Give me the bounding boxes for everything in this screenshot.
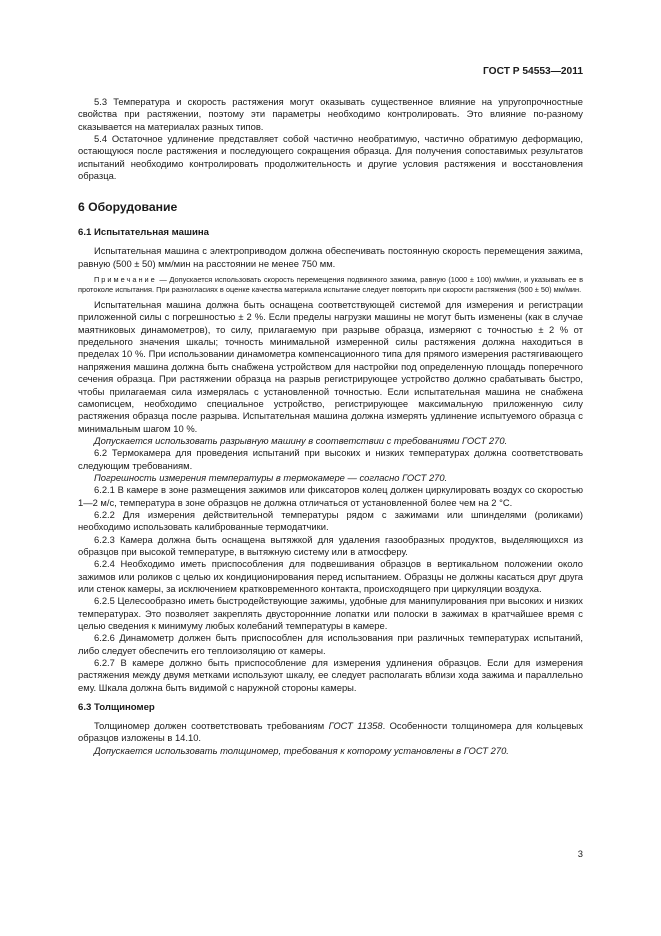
document-id-header: ГОСТ Р 54553—2011 (483, 66, 583, 77)
paragraph-6-3-2: Допускается использовать толщиномер, требования к которому установлены в ГОСТ 270. (94, 744, 509, 756)
page-number: 3 (577, 848, 583, 859)
paragraph-5-4: 5.4 Остаточное удлинение представляет собой частично необратимую, частично обратимую деформацию, остающуюся после растяжения и последующего сокращения образца. Для получения сопоставимых результатов испытаний необходимо контролировать продолжительность и другие условия растяжения и восстановления образца. (78, 133, 583, 182)
paragraph-5-3: 5.3 Температура и скорость растяжения могут оказывать существенное влияние на упругопрочностные свойства при растяжении, поэтому эти параметры необходимо контролировать. Это влияние по-разному сказывается на материалах разных типов. (78, 96, 583, 132)
paragraph-6-2-3: 6.2.3 Камера должна быть оснащена вытяжкой для удаления газообразных продуктов, выделяющихся из образцов при высокой температуре, в вытяжную систему или в атмосферу. (78, 533, 583, 557)
paragraph-6-2: 6.2 Термокамера для проведения испытаний при высоких и низких температурах должна соответствовать следующим требованиям. (78, 447, 583, 471)
subsection-6-3-heading: 6.3 Толщиномер (78, 702, 155, 714)
note-text: — Допускается использовать скорость перемещения подвижного зажима, равную (1000 ± 100) мм/мин, и указывать ее в протоколе испытания. При разногласиях в оценке качества материала испытание следует повторить при скорости растяжения (500 ± 50) мм/мин. (78, 275, 583, 295)
paragraph-6-2-5: 6.2.5 Целесообразно иметь быстродействующие зажимы, удобные для манипулирования при высоких и низких температурах. Это позволяет закреплять двустороннние лопатки или полоски в зажимах в кратчайшее время с целью сведения к минимуму любых колебаний температуры в камере. (78, 595, 583, 632)
paragraph-6-2-7: 6.2.7 В камере должно быть приспособление для измерения удлинения образцов. Если для измерения растяжения между двумя метками используют шкалу, ее следует располагать вблизи хода зажима и параллельно ему. Шкала должна быть видимой с наружной стороны камеры. (78, 657, 583, 693)
paragraph-6-1-allowed: Допускается использовать разрывную машину в соответствии с требованиями ГОСТ 270. (94, 434, 508, 446)
gost-11358-reference: ГОСТ 11358 (328, 720, 383, 732)
paragraph-6-2-2: 6.2.2 Для измерения действительной температуры рядом с зажимами или шпинделями (роликами) необходимо использовать калиброванные термодатчики. (78, 508, 583, 533)
paragraph-6-2-1: 6.2.1 В камере в зоне размещения зажимов или фиксаторов колец должен циркулировать воздух со скоростью 1—2 м/с, температура в зоне образцов не должна отличаться от установленной более чем на 2 °С. (78, 484, 583, 508)
paragraph-6-3-1 (78, 720, 583, 745)
paragraph-6-3-1-start: Толщиномер должен соответствовать требованиям (94, 720, 329, 732)
paragraph-6-2-4: 6.2.4 Необходимо иметь приспособления для подвешивания образцов в вертикальном положении около зажимов или роликов с целью их кондиционирования перед испытанием. Образцы не должны касаться друг друга или стенок камеры, за исключением кратковременного контакта, происходящего при циркуляции воздуха. (78, 558, 583, 594)
paragraph-6-2-6: 6.2.6 Динамометр должен быть приспособлен для использования при различных температурах испытаний, либо следует обеспечить его теплоизоляцию от камеры. (78, 632, 583, 656)
page-content (78, 96, 583, 757)
paragraph-6-1-speed: Испытательная машина с электроприводом должна обеспечивать постоянную скорость перемещения зажима, равную (500 ± 50) мм/мин на расстоянии не менее 750 мм. (78, 245, 583, 269)
note-6-1 (78, 275, 583, 295)
paragraph-6-2-accuracy: Погрешность измерения температуры в термокамере — согласно ГОСТ 270. (94, 471, 448, 483)
paragraph-6-3-1-end: . Особенности толщиномера для кольцевых образцов изложены в 14.10. (78, 720, 583, 744)
note-label: Примечание (94, 275, 157, 285)
paragraph-6-1-force: Испытательная машина должна быть оснащена соответствующей системой для измерения и регистрации приложенной силы с погрешностью ± 2 %. Если пределы нагрузки машины не могут быть изменены (как в случае маятниковых динамометров), то силу, прилагаемую при разрыве образца, измеряют с точностью ± 2 % от предельного значения шкалы; точность минимальной измеренной силы растяжения должна находиться в пределах 10 %. При использовании динамометра компенсационного типа для прямого измерения растягивающего напряжения машина должна быть снабжена устройством для настройки под определенную площадь поперечного сечения образца. При растяжении образца на разрыв регистрирующее устройство должно срабатывать быстро, чтобы прилагаемая сила измерялась с установленной точностью. Если испытательная машина не снабжена самописцем, необходимо специальное устройство, регистрирующее максимальную приложенную силу растяжения образца после разрыва. Испытательная машина должна измерять удлинение испытуемого образца с минимальным шагом 10 %. (78, 299, 583, 434)
section-6-heading: 6 Оборудование (78, 200, 178, 215)
subsection-6-1-heading: 6.1 Испытательная машина (78, 227, 210, 239)
